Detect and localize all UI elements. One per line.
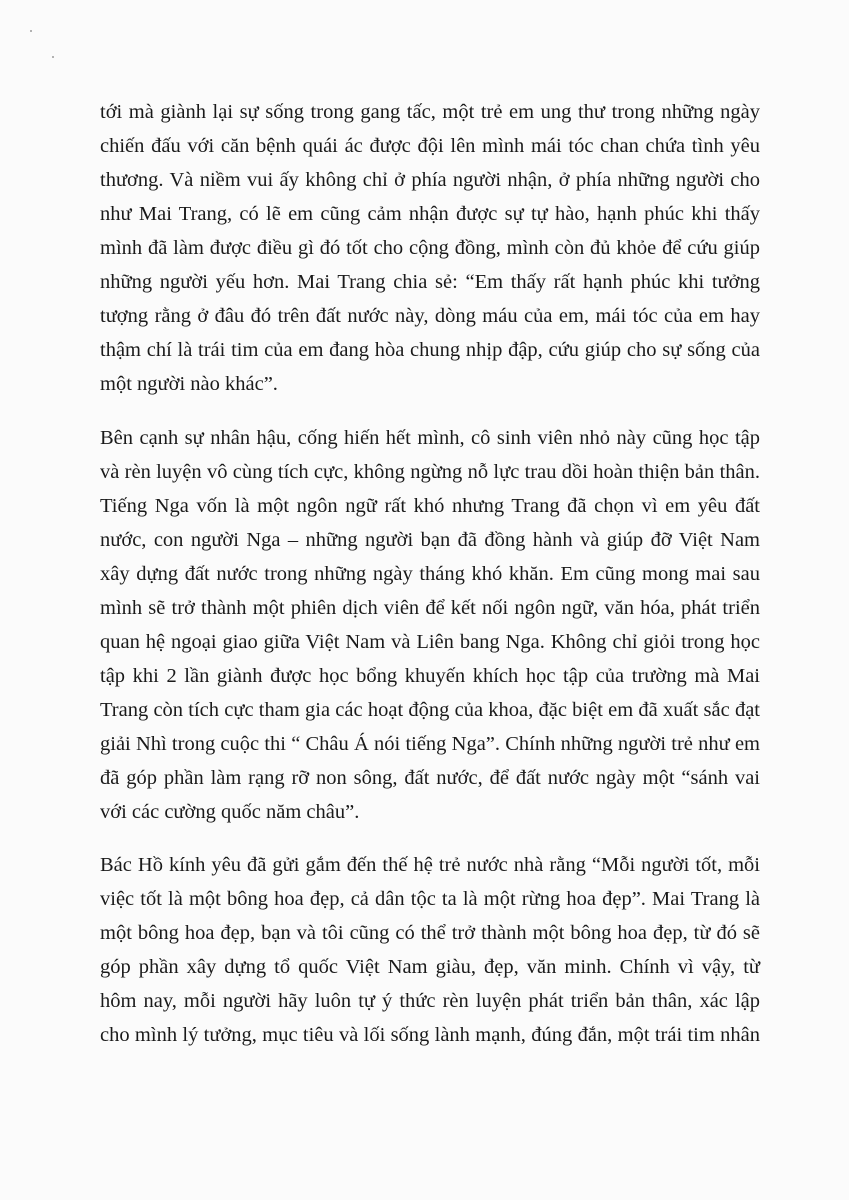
text-line: mình sẽ trở thành một phiên dịch viên để kết nối ngôn ngữ, văn hóa, phát triển: [100, 597, 760, 619]
text-line: với các cường quốc năm châu”.: [100, 801, 360, 823]
text-line: tới mà giành lại sự sống trong gang tấc, một trẻ em ung thư trong những ngày: [100, 101, 760, 123]
text-line: cho mình lý tưởng, mục tiêu và lối sống lành mạnh, đúng đắn, một trái tim nhân: [100, 1024, 760, 1046]
text-line: tượng rằng ở đâu đó trên đất nước này, dòng máu của em, mái tóc của em hay: [100, 305, 760, 327]
text-line: Tiếng Nga vốn là một ngôn ngữ rất khó nhưng Trang đã chọn vì em yêu đất: [100, 495, 760, 517]
text-line: những người yếu hơn. Mai Trang chia sẻ: “Em thấy rất hạnh phúc khi tưởng: [100, 271, 760, 293]
scan-speck: [52, 56, 54, 58]
text-line: việc tốt là một bông hoa đẹp, cả dân tộc ta là một rừng hoa đẹp”. Mai Trang là: [100, 888, 760, 910]
text-line: quan hệ ngoại giao giữa Việt Nam và Liên bang Nga. Không chỉ giỏi trong học: [100, 631, 760, 653]
text-line: nước, con người Nga – những người bạn đã đồng hành và giúp đỡ Việt Nam: [100, 529, 760, 551]
text-line: đã góp phần làm rạng rỡ non sông, đất nước, để đất nước ngày một “sánh vai: [100, 767, 760, 789]
text-line: một bông hoa đẹp, bạn và tôi cũng có thể trở thành một bông hoa đẹp, từ đó sẽ: [100, 922, 760, 944]
text-line: thương. Và niềm vui ấy không chỉ ở phía người nhận, ở phía những người cho: [100, 169, 760, 191]
text-line: thậm chí là trái tim của em đang hòa chung nhịp đập, cứu giúp cho sự sống của: [100, 339, 760, 361]
text-line: một người nào khác”.: [100, 373, 278, 395]
text-line: giải Nhì trong cuộc thi “ Châu Á nói tiếng Nga”. Chính những người trẻ như em: [100, 733, 760, 755]
text-line: chiến đấu với căn bệnh quái ác được đội lên mình mái tóc chan chứa tình yêu: [100, 135, 760, 157]
text-line: như Mai Trang, có lẽ em cũng cảm nhận được sự tự hào, hạnh phúc khi thấy: [100, 203, 760, 225]
text-line: góp phần xây dựng tổ quốc Việt Nam giàu, đẹp, văn minh. Chính vì vậy, từ: [100, 956, 760, 978]
text-line: và rèn luyện vô cùng tích cực, không ngừng nỗ lực trau dồi hoàn thiện bản thân.: [100, 461, 760, 483]
text-line: xây dựng đất nước trong những ngày tháng khó khăn. Em cũng mong mai sau: [100, 563, 760, 585]
text-line: Bác Hồ kính yêu đã gửi gắm đến thế hệ trẻ nước nhà rằng “Mỗi người tốt, mỗi: [100, 854, 760, 876]
text-line: tập khi 2 lần giành được học bổng khuyến khích học tập của trường mà Mai: [100, 665, 760, 687]
text-line: Trang còn tích cực tham gia các hoạt động của khoa, đặc biệt em đã xuất sắc đạt: [100, 699, 760, 721]
text-line: Bên cạnh sự nhân hậu, cống hiến hết mình, cô sinh viên nhỏ này cũng học tập: [100, 427, 760, 449]
scan-speck: [30, 30, 32, 32]
text-line: hôm nay, mỗi người hãy luôn tự ý thức rèn luyện phát triển bản thân, xác lập: [100, 990, 760, 1012]
text-line: mình đã làm được điều gì đó tốt cho cộng đồng, mình còn đủ khỏe để cứu giúp: [100, 237, 760, 259]
